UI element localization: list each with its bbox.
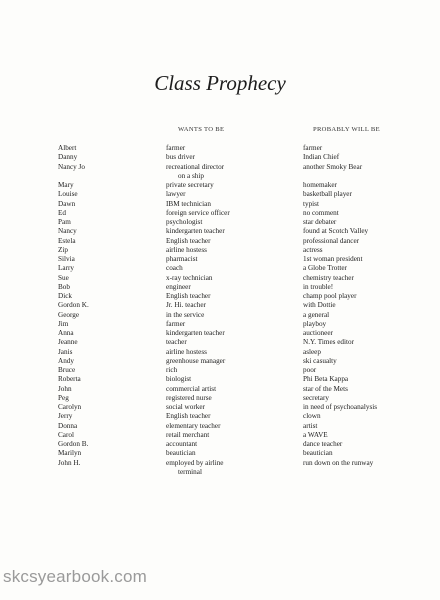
probably-will-be-cell: Indian Chief <box>303 153 340 162</box>
wants-to-be-cell <box>166 237 211 246</box>
wants-to-be-cell <box>166 190 186 199</box>
wants-to-be-cell <box>166 366 177 375</box>
wants-to-be-cell <box>166 412 211 421</box>
student-name: John H. <box>58 458 81 467</box>
table-row <box>0 449 440 458</box>
wants-to-be-cell <box>166 163 224 182</box>
prophecy-table <box>0 144 440 477</box>
probably-will-be-cell: with Dottie <box>303 301 336 310</box>
wants-to-be-cell <box>166 255 198 264</box>
probably-will-be-cell: a WAVE <box>303 430 328 439</box>
wants-to-be-continuation: terminal <box>178 467 202 476</box>
probably-will-be-cell: 1st woman president <box>303 255 363 263</box>
wants-to-be-cell <box>166 394 212 403</box>
student-name: Pam <box>58 218 71 226</box>
wants-to-be-text: airline hostess <box>166 347 207 356</box>
table-row <box>0 292 440 301</box>
table-row <box>0 218 440 227</box>
table-row <box>0 153 440 162</box>
table-row <box>0 440 440 449</box>
wants-to-be-text: airline hostess <box>166 245 207 254</box>
student-name: Janis <box>58 347 73 356</box>
wants-to-be-text: farmer <box>166 144 186 152</box>
table-row <box>0 209 440 218</box>
wants-to-be-cell <box>166 274 213 283</box>
wants-to-be-cell <box>166 357 225 366</box>
wants-to-be-text: retail merchant <box>166 430 210 439</box>
wants-to-be-text: greenhouse manager <box>166 356 226 365</box>
wants-to-be-text: in the service <box>166 310 205 319</box>
wants-to-be-cell <box>166 218 202 227</box>
student-name: Gordon B. <box>58 440 89 448</box>
student-name: Louise <box>58 190 78 199</box>
wants-to-be-cell <box>166 375 191 384</box>
wants-to-be-text: biologist <box>166 375 192 384</box>
probably-will-be-cell: clown <box>303 412 321 421</box>
student-name: John <box>58 384 72 393</box>
wants-to-be-text: x-ray technician <box>166 273 213 282</box>
wants-to-be-cell <box>166 403 205 412</box>
table-row <box>0 375 440 384</box>
table-row <box>0 237 440 246</box>
table-row <box>0 385 440 394</box>
student-name: Jim <box>58 319 69 328</box>
student-name: Estela <box>58 236 76 245</box>
table-row <box>0 459 440 478</box>
table-row <box>0 403 440 412</box>
wants-to-be-text: farmer <box>166 319 186 328</box>
wants-to-be-text: psychologist <box>166 218 203 226</box>
wants-to-be-text: teacher <box>166 338 187 347</box>
wants-to-be-text: engineer <box>166 282 191 291</box>
table-row <box>0 394 440 403</box>
probably-will-be-cell: in trouble! <box>303 282 334 291</box>
wants-to-be-text: registered nurse <box>166 393 212 402</box>
wants-to-be-cell <box>166 283 191 292</box>
wants-to-be-text: social worker <box>166 403 205 411</box>
student-name: Jerry <box>58 412 73 421</box>
wants-to-be-text: pharmacist <box>166 255 198 263</box>
probably-will-be-cell: star of the Mets <box>303 384 348 393</box>
table-row <box>0 200 440 209</box>
probably-will-be-cell: a general <box>303 310 330 319</box>
probably-will-be-cell: found at Scotch Valley <box>303 227 369 236</box>
table-row <box>0 311 440 320</box>
table-row <box>0 422 440 431</box>
wants-to-be-text: recreational director <box>166 162 225 171</box>
watermark: skcsyearbook.com <box>3 567 147 586</box>
student-name: George <box>58 310 80 319</box>
table-row <box>0 144 440 153</box>
wants-to-be-cell <box>166 264 183 273</box>
wants-to-be-cell <box>166 181 214 190</box>
probably-will-be-cell: run down on the runway <box>303 458 374 467</box>
wants-to-be-cell <box>166 440 197 449</box>
student-name: Silvia <box>58 255 75 263</box>
probably-will-be-cell: star debater <box>303 218 337 226</box>
student-name: Jeanne <box>58 338 78 347</box>
student-name: Bob <box>58 282 70 291</box>
table-row <box>0 366 440 375</box>
wants-to-be-cell <box>166 320 185 329</box>
probably-will-be-cell: farmer <box>303 144 323 152</box>
student-name: Zip <box>58 245 68 254</box>
wants-to-be-text: Jr. Hi. teacher <box>166 301 206 310</box>
table-row <box>0 274 440 283</box>
wants-to-be-text: rich <box>166 366 178 374</box>
probably-will-be-cell: chemistry teacher <box>303 273 354 282</box>
table-row <box>0 348 440 357</box>
student-name: Dick <box>58 292 72 300</box>
table-row <box>0 190 440 199</box>
probably-will-be-cell: playboy <box>303 319 327 328</box>
wants-to-be-cell <box>166 449 196 458</box>
probably-will-be-cell: Phi Beta Kappa <box>303 375 349 384</box>
student-name: Bruce <box>58 366 76 374</box>
table-row <box>0 255 440 264</box>
wants-to-be-cell <box>166 329 225 338</box>
table-row <box>0 412 440 421</box>
student-name: Carolyn <box>58 403 82 411</box>
probably-will-be-cell: auctioneer <box>303 329 333 337</box>
probably-will-be-cell: actress <box>303 245 323 254</box>
wants-to-be-cell <box>166 431 209 440</box>
wants-to-be-cell <box>166 348 207 357</box>
wants-to-be-cell <box>166 311 204 320</box>
student-name: Ed <box>58 208 66 217</box>
probably-will-be-cell: secretary <box>303 393 329 402</box>
wants-to-be-header: WANTS TO BE <box>178 126 225 133</box>
student-name: Sue <box>58 273 69 282</box>
student-name: Albert <box>58 144 77 152</box>
wants-to-be-cell <box>166 422 220 431</box>
wants-to-be-text: commercial artist <box>166 384 217 393</box>
student-name: Mary <box>58 181 74 189</box>
wants-to-be-cell <box>166 459 223 478</box>
wants-to-be-text: employed by airline <box>166 458 224 467</box>
wants-to-be-text: coach <box>166 264 183 273</box>
wants-to-be-text: English teacher <box>166 292 211 300</box>
page-title: Class Prophecy <box>154 71 286 95</box>
table-row <box>0 163 440 182</box>
wants-to-be-cell <box>166 385 216 394</box>
student-name: Danny <box>58 153 78 162</box>
wants-to-be-text: lawyer <box>166 190 186 199</box>
student-name: Nancy <box>58 227 77 236</box>
wants-to-be-text: bus driver <box>166 153 195 162</box>
wants-to-be-text: kindergarten teacher <box>166 227 225 236</box>
wants-to-be-text: English teacher <box>166 236 211 245</box>
student-name: Gordon K. <box>58 301 89 310</box>
wants-to-be-cell <box>166 200 211 209</box>
wants-to-be-text: beautician <box>166 449 196 458</box>
table-row <box>0 301 440 310</box>
wants-to-be-cell <box>166 338 187 347</box>
table-row <box>0 357 440 366</box>
student-name: Nancy Jo <box>58 162 85 171</box>
wants-to-be-text: IBM technician <box>166 199 211 208</box>
table-row <box>0 431 440 440</box>
wants-to-be-cell <box>166 144 185 153</box>
wants-to-be-cell <box>166 301 206 310</box>
student-name: Roberta <box>58 375 81 384</box>
probably-will-be-cell: a Globe Trotter <box>303 264 347 273</box>
wants-to-be-text: elementary teacher <box>166 421 221 430</box>
student-name: Carol <box>58 430 74 439</box>
wants-to-be-cell <box>166 153 195 162</box>
wants-to-be-text: kindergarten teacher <box>166 329 225 337</box>
table-row <box>0 329 440 338</box>
wants-to-be-text: English teacher <box>166 412 211 421</box>
probably-will-be-cell: in need of psychoanalysis <box>303 403 378 411</box>
wants-to-be-cell <box>166 209 230 218</box>
table-row <box>0 320 440 329</box>
probably-will-be-cell: another Smoky Bear <box>303 162 363 171</box>
probably-will-be-cell: no comment <box>303 208 339 217</box>
probably-will-be-cell: beautician <box>303 449 333 458</box>
wants-to-be-text: foreign service officer <box>166 208 230 217</box>
student-name: Peg <box>58 393 69 402</box>
table-row <box>0 264 440 273</box>
wants-to-be-continuation: on a ship <box>178 171 204 180</box>
wants-to-be-text: accountant <box>166 440 198 448</box>
student-name: Anna <box>58 329 74 337</box>
probably-will-be-cell: poor <box>303 366 317 374</box>
probably-will-be-cell: typist <box>303 199 319 208</box>
probably-will-be-cell: homemaker <box>303 181 337 189</box>
table-row <box>0 338 440 347</box>
table-row <box>0 246 440 255</box>
probably-will-be-cell: asleep <box>303 347 321 356</box>
student-name: Donna <box>58 421 78 430</box>
probably-will-be-cell: basketball player <box>303 190 352 199</box>
probably-will-be-cell: N.Y. Times editor <box>303 338 354 347</box>
probably-will-be-header: PROBABLY WILL BE <box>313 126 380 133</box>
wants-to-be-cell <box>166 292 211 301</box>
probably-will-be-cell: ski casualty <box>303 356 337 365</box>
table-row <box>0 227 440 236</box>
probably-will-be-cell: artist <box>303 421 318 430</box>
wants-to-be-cell <box>166 227 225 236</box>
wants-to-be-text: private secretary <box>166 181 214 189</box>
student-name: Dawn <box>58 199 76 208</box>
student-name: Andy <box>58 356 74 365</box>
table-row <box>0 181 440 190</box>
table-row <box>0 283 440 292</box>
probably-will-be-cell: dance teacher <box>303 440 343 448</box>
probably-will-be-cell: champ pool player <box>303 292 357 300</box>
student-name: Larry <box>58 264 74 273</box>
student-name: Marilyn <box>58 449 82 458</box>
probably-will-be-cell: professional dancer <box>303 236 360 245</box>
wants-to-be-cell <box>166 246 207 255</box>
